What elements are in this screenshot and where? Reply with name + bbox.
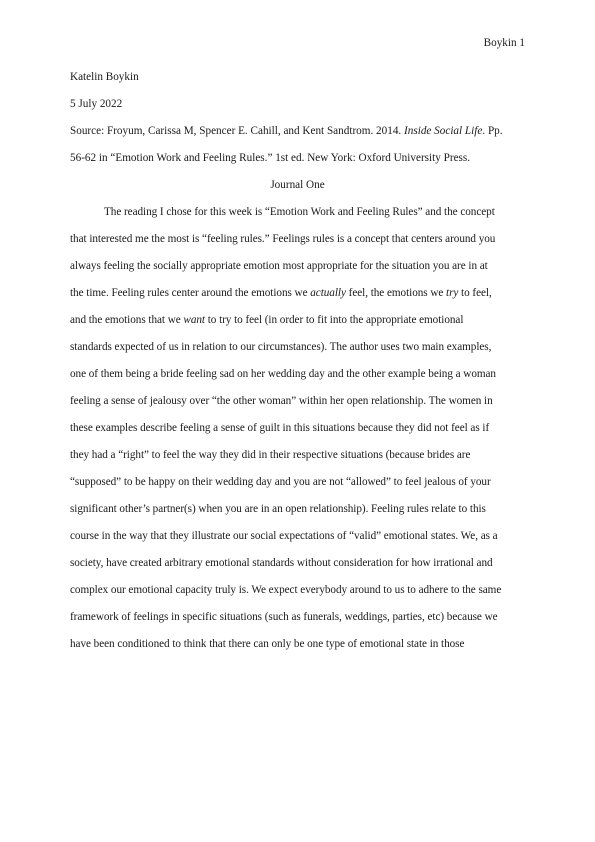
body-line — [70, 286, 492, 300]
body-text: to feel, — [458, 287, 492, 299]
body-line: The reading I chose for this week is “Emotion Work and Feeling Rules” and the concept — [104, 206, 495, 218]
body-line: standards expected of us in relation to our circumstances). The author uses two main examples, — [70, 341, 492, 353]
emphasis-text: actually — [310, 287, 346, 299]
source-citation-text: Source: Froyum, Carissa M, Spencer E. Cahill, and Kent Sandtrom. 2014. — [70, 125, 405, 137]
body-line: society, have created arbitrary emotional standards without consideration for how irrational and — [70, 557, 493, 569]
body-line: “supposed” to be happy on their wedding day and you are not “allowed” to feel jealous of your — [70, 476, 491, 488]
body-line: one of them being a bride feeling sad on her wedding day and the other example being a woman — [70, 368, 496, 380]
body-line: always feeling the socially appropriate emotion most appropriate for the situation you are in at — [70, 260, 488, 272]
body-text: feel, the emotions we — [345, 287, 447, 299]
body-text: and the emotions that we — [70, 314, 184, 326]
body-line — [70, 313, 463, 327]
source-citation-line-2: 56-62 in “Emotion Work and Feeling Rules.” 1st ed. New York: Oxford University Press. — [70, 152, 471, 164]
body-line: course in the way that they illustrate our social expectations of “valid” emotional states. We, as a — [70, 530, 498, 542]
source-citation-line-1 — [70, 124, 503, 138]
running-head: Boykin 1 — [483, 37, 525, 49]
document-date: 5 July 2022 — [70, 98, 123, 110]
body-text: to try to feel (in order to fit into the appropriate emotional — [204, 314, 464, 326]
body-line: framework of feelings in specific situations (such as funerals, weddings, parties, etc) because we — [70, 611, 498, 623]
body-line: complex our emotional capacity truly is. We expect everybody around to us to adhere to the same — [70, 584, 502, 596]
body-line: have been conditioned to think that there can only be one type of emotional state in those — [70, 638, 465, 650]
source-book-title: Inside Social Life — [404, 125, 483, 137]
body-line: significant other’s partner(s) when you are in an open relationship). Feeling rules relate to this — [70, 503, 486, 515]
body-text: the time. Feeling rules center around the emotions we — [70, 287, 311, 299]
body-line: feeling a sense of jealousy over “the other woman” within her open relationship. The women in — [70, 395, 493, 407]
source-citation-text: . Pp. — [482, 125, 503, 137]
document-title: Journal One — [270, 179, 325, 191]
body-line: that interested me the most is “feeling rules.” Feelings rules is a concept that centers around you — [70, 233, 496, 245]
author-name: Katelin Boykin — [70, 71, 139, 83]
body-line: these examples describe feeling a sense of guilt in this situations because they did not feel as if — [70, 422, 490, 434]
body-line: they had a “right” to feel the way they did in their respective situations (because brides are — [70, 449, 471, 461]
emphasis-text: try — [446, 287, 459, 299]
emphasis-text: want — [183, 314, 205, 326]
